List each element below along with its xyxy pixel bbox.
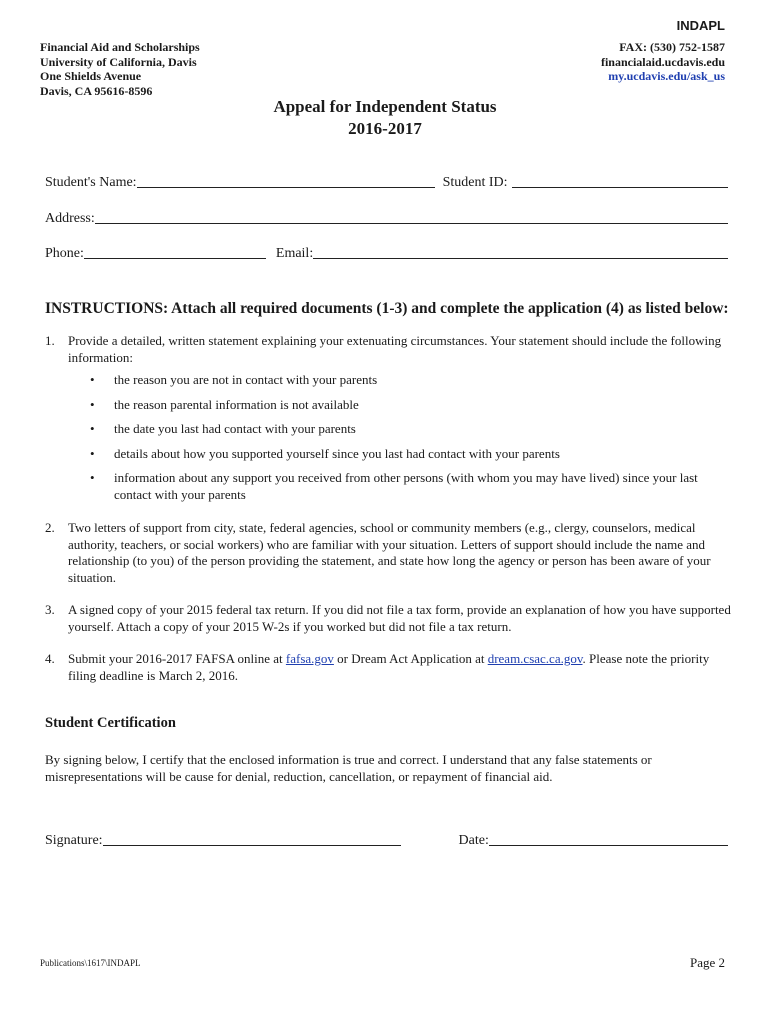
student-id-label: Student ID: — [442, 175, 508, 190]
address-line: University of California, Davis — [40, 54, 197, 69]
bullet-icon: • — [90, 396, 95, 412]
student-name-field[interactable] — [137, 173, 435, 188]
address-label: Address: — [45, 211, 95, 226]
item-text-part: Submit your 2016-2017 FAFSA online at — [68, 651, 286, 666]
dream-act-link[interactable]: dream.csac.ca.gov — [487, 651, 583, 666]
instructions-heading: INSTRUCTIONS: Attach all required documents (1-3) and complete the application (4) as listed below: — [45, 300, 729, 317]
address-row — [45, 209, 728, 227]
item-number: 1. — [45, 333, 55, 348]
address-field[interactable] — [95, 209, 728, 224]
item-text — [68, 651, 709, 683]
item-number: 3. — [45, 602, 55, 617]
item-number: 2. — [45, 520, 55, 535]
list-item — [45, 333, 735, 503]
item-text-part: . Please note the priority filing deadline is March 2, 2016. — [68, 651, 710, 683]
bullet-icon: • — [90, 470, 95, 485]
student-id-field[interactable] — [512, 173, 728, 188]
signature-label: Signature: — [45, 833, 103, 848]
bullet-text: the reason you are not in contact with your parents — [114, 372, 378, 387]
publication-path: Publications\1617\INDAPL — [40, 958, 141, 968]
date-label: Date: — [458, 833, 489, 848]
form-code: INDAPL — [676, 18, 725, 33]
office-address — [40, 40, 200, 98]
name-id-row — [45, 173, 728, 191]
title-main: Appeal for Independent Status — [273, 97, 497, 116]
contact-info — [601, 40, 725, 84]
bullet-text: the date you last had contact with your parents — [114, 421, 356, 436]
item-number: 4. — [45, 651, 55, 666]
fafsa-link[interactable]: fafsa.gov — [285, 651, 334, 666]
bullet-item — [90, 446, 735, 463]
list-item — [45, 602, 735, 635]
email-label: Email: — [275, 246, 314, 261]
address-line: Financial Aid and Scholarships — [40, 40, 200, 54]
signature-field[interactable] — [103, 831, 401, 846]
list-item — [45, 520, 735, 586]
form-title — [0, 96, 770, 140]
title-year: 2016-2017 — [348, 119, 422, 138]
student-name-label: Student's Name: — [45, 175, 137, 190]
instructions-list — [45, 333, 735, 684]
item-text: A signed copy of your 2015 federal tax return. If you did not file a tax form, provide an explanation of how you have supported yourself. Attach a copy of your 2015 W-2s if you worked but did not file a tax return. — [68, 602, 731, 634]
bullet-icon: • — [90, 421, 95, 436]
signature-row — [45, 831, 728, 849]
phone-email-row — [45, 244, 728, 262]
certification-heading: Student Certification — [45, 715, 176, 731]
bullet-item — [90, 470, 735, 503]
bullet-item — [90, 397, 735, 414]
website: financialaid.ucdavis.edu — [600, 54, 725, 69]
bullet-text: details about how you supported yourself since you last had contact with your parents — [114, 445, 560, 461]
bullet-item — [90, 372, 735, 389]
date-field[interactable] — [489, 831, 728, 846]
phone-field[interactable] — [84, 244, 266, 259]
bullet-text: information about any support you received from other persons (with whom you may have lived) since your last contact with your parents — [114, 470, 698, 502]
item-text: Provide a detailed, written statement explaining your extenuating circumstances. Your statement should include the following information: — [68, 333, 722, 365]
page-number: Page 2 — [689, 955, 725, 970]
phone-label: Phone: — [45, 246, 84, 261]
bullet-icon: • — [90, 372, 95, 387]
bullet-list — [90, 372, 735, 503]
bullet-icon: • — [90, 445, 95, 461]
address-line: Davis, CA 95616-8596 — [40, 83, 153, 98]
email-field[interactable] — [313, 244, 728, 259]
fax-number: FAX: (530) 752-1587 — [619, 40, 725, 54]
item-text-part: or Dream Act Application at — [333, 651, 488, 666]
certification-text: By signing below, I certify that the enclosed information is true and correct. I understand that any false statements or misrepresentations will be cause for denial, reduction, cancellation, or repayment of financial aid. — [45, 752, 652, 784]
ask-us-link[interactable]: my.ucdavis.edu/ask_us — [608, 69, 725, 83]
list-item — [45, 651, 735, 684]
bullet-item — [90, 421, 735, 438]
item-text: Two letters of support from city, state, federal agencies, school or community members (e.g., clergy, counselors, medical authority, teachers, or social workers) who are familiar with your situation. Letters of support should include the name and relationship (to you) of the person providing the statement, and state how long the agency or person has been aware of your situation. — [68, 520, 711, 585]
bullet-text: the reason parental information is not available — [114, 396, 359, 412]
address-line: One Shields Avenue — [40, 69, 142, 83]
